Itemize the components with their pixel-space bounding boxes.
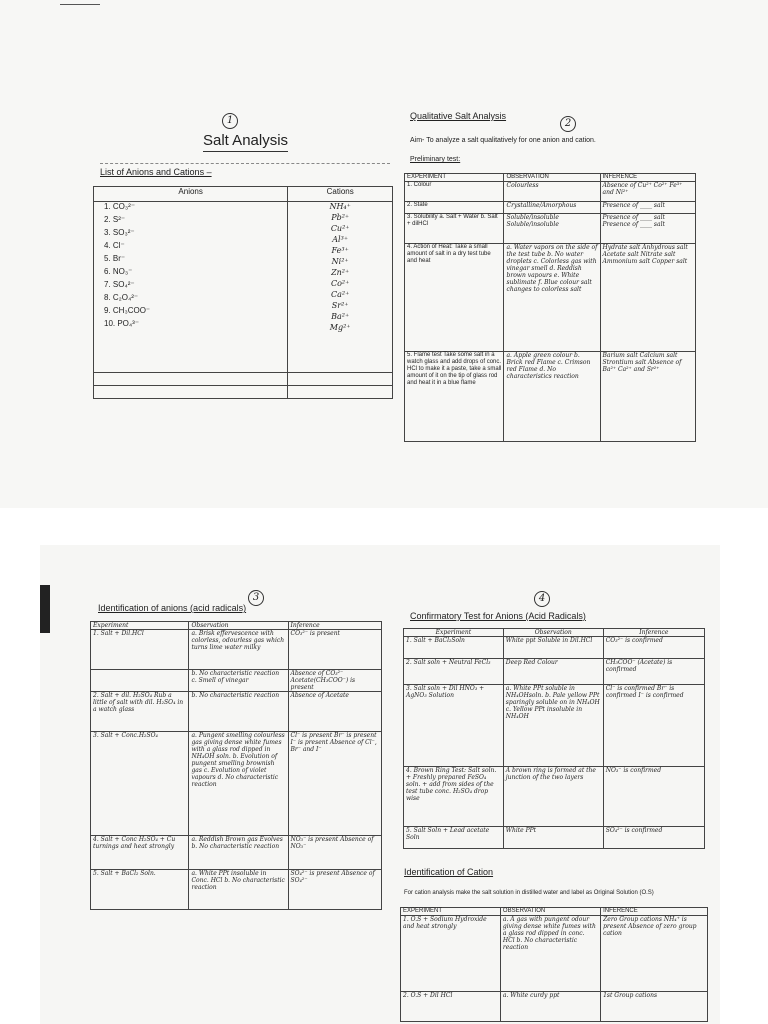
qsa-title: Qualitative Salt Analysis bbox=[410, 111, 507, 121]
table-cell: 2. State bbox=[405, 202, 504, 214]
header-inference: Inference bbox=[603, 629, 704, 637]
table-cell: 1. Colour bbox=[405, 182, 504, 202]
table-cell: CH₃COO⁻ (Acetate) is confirmed bbox=[603, 659, 704, 685]
cation-item: Pb²⁺ bbox=[331, 213, 350, 222]
aim-text: Aim- To analyze a salt qualitatively for one anion and cation. bbox=[410, 137, 596, 144]
table-cell: a. Pungent smelling colourless gas giving dense white fumes with a glass rod dipped in NH₄OH soln. b. Evolution of pungent smelling brownish gas c. Evolution of violet vapours d. No characteristic reaction bbox=[189, 732, 288, 836]
cation-table bbox=[400, 907, 708, 1022]
table-cell: 1. O.S + Sodium Hydroxide and heat strongly bbox=[401, 916, 501, 992]
table-cell: a. White curdy ppt bbox=[500, 992, 600, 1022]
identification-title: Identification of anions (acid radicals) bbox=[98, 603, 247, 613]
table-cell: 4. Action of Heat: Take a small amount of salt in a dry test tube and heat bbox=[405, 244, 504, 352]
title-underline bbox=[203, 151, 288, 152]
page-number-circle: 3 bbox=[248, 590, 264, 606]
table-cell: White PPt bbox=[503, 827, 603, 849]
anion-item: 9. CH₃COO⁻ bbox=[104, 306, 151, 315]
scan-edge-mark bbox=[40, 585, 50, 633]
header-inference: INFERENCE bbox=[600, 174, 695, 182]
header-experiment: Experiment bbox=[404, 629, 504, 637]
scan-mark bbox=[60, 4, 100, 5]
table-cell: a. White PPt insoluble in Conc. HCl b. No characteristic reaction bbox=[189, 870, 288, 910]
table-cell: 1st Group cations bbox=[601, 992, 708, 1022]
header-inference: INFERENCE bbox=[601, 908, 708, 916]
divider bbox=[100, 163, 390, 164]
table-cell: 2. Salt + dil. H₂SO₄ Rub a little of salt with dil. H₂SO₄ in a watch glass bbox=[91, 692, 189, 732]
anion-item: 4. Cl⁻ bbox=[104, 241, 125, 250]
cation-item: Sr²⁺ bbox=[331, 301, 349, 310]
anion-item: 6. NO₃⁻ bbox=[104, 267, 133, 276]
table-cell: 5. Salt + BaCl₂ Soln. bbox=[91, 870, 189, 910]
table-cell: 5. Salt Soln + Lead acetate Soln bbox=[404, 827, 504, 849]
header-observation: OBSERVATION bbox=[504, 174, 600, 182]
table-cell: b. No characteristic reaction bbox=[189, 692, 288, 732]
anion-list bbox=[94, 202, 288, 373]
anion-item: 2. S²⁻ bbox=[104, 215, 126, 224]
table-cell: CO₃²⁻ is confirmed bbox=[603, 637, 704, 659]
table-cell: 1. Salt + BaCl₂Soln bbox=[404, 637, 504, 659]
page-number-circle: 2 bbox=[560, 116, 576, 132]
page-gap bbox=[0, 508, 768, 545]
table-cell: 1. Salt + Dil.HCl bbox=[91, 630, 189, 670]
table-cell: b. No characteristic reaction c. Smell of vinegar bbox=[189, 670, 288, 692]
table-cell: White ppt Soluble in Dil.HCl bbox=[503, 637, 603, 659]
table-cell: A brown ring is formed at the junction of the two layers bbox=[503, 767, 603, 827]
table-cell: Presence of ____ salt bbox=[600, 202, 695, 214]
identification-table bbox=[90, 621, 382, 910]
anions-cations-table bbox=[93, 186, 393, 399]
table-cell: Absence of Acetate bbox=[288, 692, 382, 732]
table-cell: 3. Solubility a. Salt + Water b. Salt + dilHCl bbox=[405, 214, 504, 244]
table-cell: Colourless bbox=[504, 182, 600, 202]
cation-note: For cation analysis make the salt solution in distilled water and label as Original Solution (O.S) bbox=[404, 890, 654, 896]
cation-item: NH₄⁺ bbox=[329, 202, 351, 211]
table-cell: a. Water vapors on the side of the test tube b. No water droplets c. Colorless gas with vinegar smell d. Reddish brown vapours e. White sublimate f. Blue colour salt changes to colorless salt bbox=[504, 244, 600, 352]
table-cell: Deep Red Colour bbox=[503, 659, 603, 685]
table-cell: a. White PPt soluble in NH₄OHsoln. b. Pale yellow PPt sparingly soluble on in NH₄OH c. Yellow PPt insoluble in NH₄OH bbox=[503, 685, 603, 767]
table-cell: a. Reddish Brown gas Evolves b. No characteristic reaction bbox=[189, 836, 288, 870]
table-cell: Crystalline/Amorphous bbox=[504, 202, 600, 214]
cation-item: Mg²⁺ bbox=[329, 323, 351, 332]
table-cell: 3. Salt soln + Dil HNO₃ + AgNO₃ Solution bbox=[404, 685, 504, 767]
table-cell: Soluble/insoluble Soluble/insoluble bbox=[504, 214, 600, 244]
table-cell: 4. Salt + Conc H₂SO₄ + Cu turnings and heat strongly bbox=[91, 836, 189, 870]
table-cell: 2. Salt soln + Neutral FeCl₃ bbox=[404, 659, 504, 685]
confirmatory-title: Confirmatory Test for Anions (Acid Radicals) bbox=[410, 611, 586, 621]
list-heading: List of Anions and Cations – bbox=[100, 167, 212, 177]
header-observation: Observation bbox=[189, 622, 288, 630]
table-cell: 2. O.S + Dil HCl bbox=[401, 992, 501, 1022]
table-cell: Cl⁻ is confirmed Br⁻ is confirmed I⁻ is confirmed bbox=[603, 685, 704, 767]
header-experiment: Experiment bbox=[91, 622, 189, 630]
table-cell: 3. Salt + Conc.H₂SO₄ bbox=[91, 732, 189, 836]
table-cell: a. Apple green colour b. Brick red Flame c. Crimson red Flame d. No characteristics reaction bbox=[504, 352, 600, 442]
table-cell: CO₃²⁻ is present bbox=[288, 630, 382, 670]
header-observation: Observation bbox=[503, 629, 603, 637]
table-cell: Cl⁻ is present Br⁻ is present I⁻ is present Absence of Cl⁻, Br⁻ and I⁻ bbox=[288, 732, 382, 836]
cation-list bbox=[288, 202, 393, 373]
table-cell: Hydrate salt Anhydrous salt Acetate salt Nitrate salt Ammonium salt Copper salt bbox=[600, 244, 695, 352]
table-cell: a. A gas with pungent odour giving dense white fumes with a glass rod dipped in conc. HCl b. No characteristic reaction bbox=[500, 916, 600, 992]
table-cell: 5. Flame test Take some salt in a watch glass and add drops of conc. HCl to make it a paste, take a small amount of it on the tip of glass rod and heat it in a blue flame bbox=[405, 352, 504, 442]
table-cell: a. Brisk effervescence with colorless, odourless gas which turns lime water milky bbox=[189, 630, 288, 670]
header-experiment: EXPERIMENT bbox=[405, 174, 504, 182]
header-inference: Inference bbox=[288, 622, 382, 630]
cation-item: Co²⁺ bbox=[330, 279, 350, 288]
table-cell: Absence of Cu²⁺ Co²⁺ Fe³⁺ and Ni²⁺ bbox=[600, 182, 695, 202]
col-cations: Cations bbox=[288, 187, 393, 202]
scanned-page-2 bbox=[40, 545, 720, 1024]
cation-title: Identification of Cation bbox=[404, 867, 494, 877]
anion-item: 7. SO₄²⁻ bbox=[104, 280, 135, 289]
table-cell bbox=[91, 670, 189, 692]
anion-item: 5. Br⁻ bbox=[104, 254, 126, 263]
cation-item: Al³⁺ bbox=[332, 235, 349, 244]
preliminary-test: Preliminary test: bbox=[410, 156, 461, 163]
header-experiment: EXPERIMENT bbox=[401, 908, 501, 916]
anion-item: 10. PO₄³⁻ bbox=[104, 319, 140, 328]
table-cell: SO₄²⁻ is present Absence of SO₄²⁻ bbox=[288, 870, 382, 910]
table-cell: Barium salt Calcium salt Strontium salt Absence of Ba²⁺ Ca²⁺ and Sr²⁺ bbox=[600, 352, 695, 442]
cation-item: Zn²⁺ bbox=[331, 268, 350, 277]
anion-item: 1. CO₃²⁻ bbox=[104, 202, 136, 211]
table-cell: NO₃⁻ is confirmed bbox=[603, 767, 704, 827]
cation-item: Cu²⁺ bbox=[330, 224, 350, 233]
table-cell: Presence of ____ salt Presence of ____ salt bbox=[600, 214, 695, 244]
confirmatory-table bbox=[403, 628, 705, 849]
anion-item: 3. SO₃²⁻ bbox=[104, 228, 135, 237]
table-cell: SO₄²⁻ is confirmed bbox=[603, 827, 704, 849]
table-cell: NO₃⁻ is present Absence of NO₃⁻ bbox=[288, 836, 382, 870]
table-cell: 4. Brown Ring Test: Salt soln. + Freshly prepared FeSO₄ soln. + add from sides of the test tube conc. H₂SO₄ drop wise bbox=[404, 767, 504, 827]
salt-analysis-title: Salt Analysis bbox=[203, 132, 289, 149]
page-number-circle: 4 bbox=[534, 591, 550, 607]
cation-item: Ni²⁺ bbox=[331, 257, 349, 266]
col-anions: Anions bbox=[94, 187, 288, 202]
header-observation: OBSERVATION bbox=[500, 908, 600, 916]
cation-item: Ba²⁺ bbox=[331, 312, 350, 321]
page-number-circle: 1 bbox=[222, 113, 238, 129]
cation-item: Fe³⁺ bbox=[331, 246, 349, 255]
cation-item: Ca²⁺ bbox=[331, 290, 350, 299]
preliminary-table bbox=[404, 173, 696, 442]
table-cell: Absence of CO₃²⁻ Acetate(CH₃COO⁻) is present bbox=[288, 670, 382, 692]
table-cell: Zero Group cations NH₄⁺ is present Absence of zero group cation bbox=[601, 916, 708, 992]
anion-item: 8. C₂O₄²⁻ bbox=[104, 293, 139, 302]
